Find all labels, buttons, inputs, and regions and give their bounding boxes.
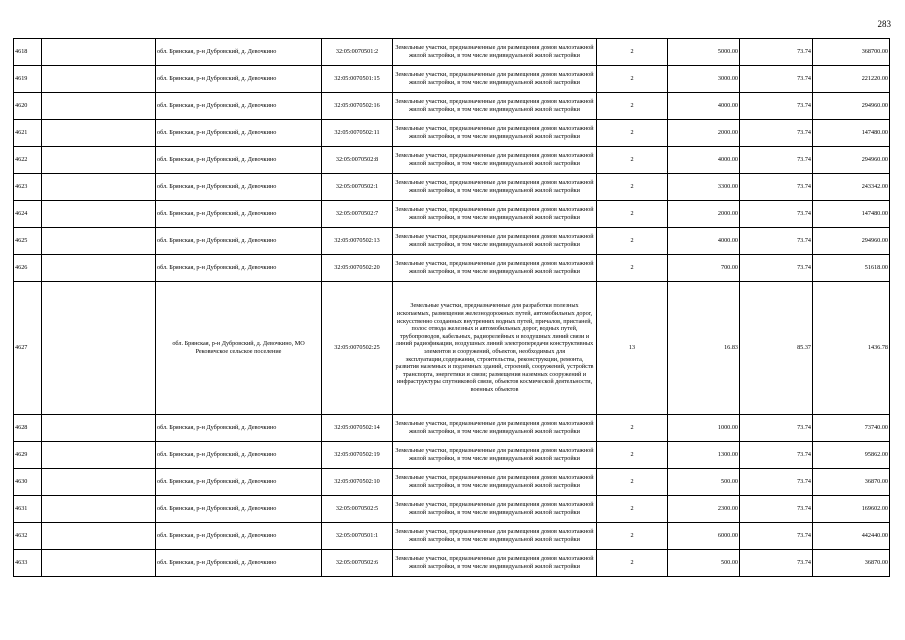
- area-cell: 2000.00: [668, 201, 740, 228]
- cadastral-value-cell: 294960.00: [813, 147, 890, 174]
- row-number-cell: 4629: [14, 442, 42, 469]
- address-cell: обл. Брянская, р-н Дубровский, д. Девочкино: [156, 415, 322, 442]
- unit-price-cell: 73.74: [740, 255, 813, 282]
- cadastral-value-cell: 147480.00: [813, 120, 890, 147]
- address-cell: обл. Брянская, р-н Дубровский, д. Девочкино: [156, 147, 322, 174]
- blank-cell: [42, 550, 156, 577]
- cadastral-value-cell: 51618.00: [813, 255, 890, 282]
- table-row: [14, 174, 890, 201]
- land-purpose-cell: Земельные участки, предназначенные для размещения домов малоэтажной жилой застройки, в том числе индивидуальной жилой застройки: [393, 550, 597, 577]
- area-cell: 4000.00: [668, 228, 740, 255]
- table-row: [14, 147, 890, 174]
- row-number-cell: 4622: [14, 147, 42, 174]
- area-cell: 4000.00: [668, 147, 740, 174]
- cadastral-number-cell: 32:05:0070502:7: [322, 201, 393, 228]
- table-row: [14, 66, 890, 93]
- cadastral-value-cell: 73740.00: [813, 415, 890, 442]
- unit-price-cell: 73.74: [740, 147, 813, 174]
- zone-group-cell: 2: [597, 550, 668, 577]
- area-cell: 500.00: [668, 550, 740, 577]
- land-purpose-cell: Земельные участки, предназначенные для размещения домов малоэтажной жилой застройки, в том числе индивидуальной жилой застройки: [393, 120, 597, 147]
- cadastral-value-cell: 221220.00: [813, 66, 890, 93]
- unit-price-cell: 73.74: [740, 174, 813, 201]
- blank-cell: [42, 282, 156, 415]
- cadastral-number-cell: 32:05:0070502:8: [322, 147, 393, 174]
- row-number-cell: 4626: [14, 255, 42, 282]
- area-cell: 1300.00: [668, 442, 740, 469]
- row-number-cell: 4623: [14, 174, 42, 201]
- land-purpose-cell: Земельные участки, предназначенные для размещения домов малоэтажной жилой застройки, в том числе индивидуальной жилой застройки: [393, 523, 597, 550]
- unit-price-cell: 73.74: [740, 66, 813, 93]
- table-row: [14, 39, 890, 66]
- zone-group-cell: 2: [597, 39, 668, 66]
- zone-group-cell: 2: [597, 442, 668, 469]
- cadastral-number-cell: 32:05:0070502:1: [322, 174, 393, 201]
- cadastral-number-cell: 32:05:0070502:14: [322, 415, 393, 442]
- blank-cell: [42, 442, 156, 469]
- cadastral-number-cell: 32:05:0070502:10: [322, 469, 393, 496]
- area-cell: 6000.00: [668, 523, 740, 550]
- unit-price-cell: 73.74: [740, 496, 813, 523]
- land-purpose-cell: Земельные участки, предназначенные для размещения домов малоэтажной жилой застройки, в том числе индивидуальной жилой застройки: [393, 66, 597, 93]
- land-purpose-cell: Земельные участки, предназначенные для размещения домов малоэтажной жилой застройки, в том числе индивидуальной жилой застройки: [393, 469, 597, 496]
- land-registry-table: [13, 38, 890, 577]
- blank-cell: [42, 415, 156, 442]
- address-cell: обл. Брянская, р-н Дубровский, д. Девочкино: [156, 442, 322, 469]
- zone-group-cell: 2: [597, 201, 668, 228]
- table-row: [14, 523, 890, 550]
- row-number-cell: 4628: [14, 415, 42, 442]
- row-number-cell: 4619: [14, 66, 42, 93]
- address-cell: обл. Брянская, р-н Дубровский, д. Девочкино: [156, 120, 322, 147]
- cadastral-value-cell: 36870.00: [813, 469, 890, 496]
- blank-cell: [42, 496, 156, 523]
- cadastral-number-cell: 32:05:0070502:6: [322, 550, 393, 577]
- blank-cell: [42, 255, 156, 282]
- zone-group-cell: 13: [597, 282, 668, 415]
- row-number-cell: 4632: [14, 523, 42, 550]
- zone-group-cell: 2: [597, 415, 668, 442]
- cadastral-number-cell: 32:05:0070502:5: [322, 496, 393, 523]
- area-cell: 1000.00: [668, 415, 740, 442]
- cadastral-number-cell: 32:05:0070502:16: [322, 93, 393, 120]
- cadastral-number-cell: 32:05:0070502:20: [322, 255, 393, 282]
- blank-cell: [42, 469, 156, 496]
- row-number-cell: 4624: [14, 201, 42, 228]
- row-number-cell: 4625: [14, 228, 42, 255]
- blank-cell: [42, 120, 156, 147]
- cadastral-number-cell: 32:05:0070501:2: [322, 39, 393, 66]
- unit-price-cell: 73.74: [740, 120, 813, 147]
- area-cell: 500.00: [668, 469, 740, 496]
- page-number: 283: [877, 19, 891, 29]
- blank-cell: [42, 66, 156, 93]
- table-row: [14, 469, 890, 496]
- land-purpose-cell: Земельные участки, предназначенные для разработки полезных ископаемых, размещения железнодорожных путей, автомобильных дорог, искусственно созданных внутренних водных путей, причалов, пристаней, полос отвода железных и автомобильных дорог, водных путей, трубопроводов, кабельных, радиорелейных и воздушных линий связи и линий радиофикации, воздушных линий электропередачи конструктивных элементов и сооружений, объектов, необходимых для эксплуатации,содержания, строительства, реконструкции, ремонта, развития наземных и подземных зданий, строений, сооружений, устройств транспорта, энергетики и связи; размещения наземных сооружений и инфраструктуры спутниковой связи, объектов космической деятельности, военных объектов: [393, 282, 597, 415]
- table-row: [14, 415, 890, 442]
- row-number-cell: 4621: [14, 120, 42, 147]
- row-number-cell: 4618: [14, 39, 42, 66]
- table-row: [14, 255, 890, 282]
- address-cell: обл. Брянская, р-н Дубровский, д. Девочкино: [156, 93, 322, 120]
- area-cell: 2000.00: [668, 120, 740, 147]
- unit-price-cell: 73.74: [740, 469, 813, 496]
- cadastral-value-cell: 442440.00: [813, 523, 890, 550]
- zone-group-cell: 2: [597, 228, 668, 255]
- blank-cell: [42, 523, 156, 550]
- row-number-cell: 4631: [14, 496, 42, 523]
- table-row: [14, 201, 890, 228]
- cadastral-value-cell: 294960.00: [813, 228, 890, 255]
- address-cell: обл. Брянская, р-н Дубровский, д. Девочкино: [156, 523, 322, 550]
- area-cell: 5000.00: [668, 39, 740, 66]
- unit-price-cell: 73.74: [740, 93, 813, 120]
- cadastral-value-cell: 294960.00: [813, 93, 890, 120]
- area-cell: 3300.00: [668, 174, 740, 201]
- address-cell: обл. Брянская, р-н Дубровский, д. Девочкино: [156, 255, 322, 282]
- row-number-cell: 4633: [14, 550, 42, 577]
- row-number-cell: 4627: [14, 282, 42, 415]
- area-cell: 700.00: [668, 255, 740, 282]
- table-row: [14, 228, 890, 255]
- land-purpose-cell: Земельные участки, предназначенные для размещения домов малоэтажной жилой застройки, в том числе индивидуальной жилой застройки: [393, 496, 597, 523]
- table-row: [14, 496, 890, 523]
- land-purpose-cell: Земельные участки, предназначенные для размещения домов малоэтажной жилой застройки, в том числе индивидуальной жилой застройки: [393, 93, 597, 120]
- unit-price-cell: 73.74: [740, 550, 813, 577]
- zone-group-cell: 2: [597, 120, 668, 147]
- blank-cell: [42, 201, 156, 228]
- unit-price-cell: 85.37: [740, 282, 813, 415]
- area-cell: 16.83: [668, 282, 740, 415]
- zone-group-cell: 2: [597, 469, 668, 496]
- cadastral-value-cell: 368700.00: [813, 39, 890, 66]
- cadastral-number-cell: 32:05:0070501:15: [322, 66, 393, 93]
- cadastral-number-cell: 32:05:0070502:13: [322, 228, 393, 255]
- table-row: [14, 550, 890, 577]
- blank-cell: [42, 228, 156, 255]
- address-cell: обл. Брянская, р-н Дубровский, д. Девочкино: [156, 174, 322, 201]
- land-purpose-cell: Земельные участки, предназначенные для размещения домов малоэтажной жилой застройки, в том числе индивидуальной жилой застройки: [393, 228, 597, 255]
- table-row: [14, 93, 890, 120]
- address-cell: обл. Брянская, р-н Дубровский, д. Девочкино: [156, 228, 322, 255]
- zone-group-cell: 2: [597, 496, 668, 523]
- row-number-cell: 4620: [14, 93, 42, 120]
- unit-price-cell: 73.74: [740, 523, 813, 550]
- cadastral-value-cell: 36870.00: [813, 550, 890, 577]
- area-cell: 2300.00: [668, 496, 740, 523]
- address-cell: обл. Брянская, р-н Дубровский, д. Девочкино: [156, 550, 322, 577]
- cadastral-number-cell: 32:05:0070502:19: [322, 442, 393, 469]
- table-row: [14, 442, 890, 469]
- land-purpose-cell: Земельные участки, предназначенные для размещения домов малоэтажной жилой застройки, в том числе индивидуальной жилой застройки: [393, 174, 597, 201]
- address-cell: обл. Брянская, р-н Дубровский, д. Девочкино, МО Рековичское сельское поселение: [156, 282, 322, 415]
- unit-price-cell: 73.74: [740, 442, 813, 469]
- unit-price-cell: 73.74: [740, 39, 813, 66]
- cadastral-value-cell: 147480.00: [813, 201, 890, 228]
- cadastral-number-cell: 32:05:0070502:11: [322, 120, 393, 147]
- table-row: [14, 120, 890, 147]
- address-cell: обл. Брянская, р-н Дубровский, д. Девочкино: [156, 201, 322, 228]
- blank-cell: [42, 93, 156, 120]
- row-number-cell: 4630: [14, 469, 42, 496]
- address-cell: обл. Брянская, р-н Дубровский, д. Девочкино: [156, 66, 322, 93]
- address-cell: обл. Брянская, р-н Дубровский, д. Девочкино: [156, 496, 322, 523]
- cadastral-number-cell: 32:05:0070502:25: [322, 282, 393, 415]
- land-purpose-cell: Земельные участки, предназначенные для размещения домов малоэтажной жилой застройки, в том числе индивидуальной жилой застройки: [393, 201, 597, 228]
- cadastral-number-cell: 32:05:0070501:1: [322, 523, 393, 550]
- area-cell: 3000.00: [668, 66, 740, 93]
- unit-price-cell: 73.74: [740, 201, 813, 228]
- cadastral-value-cell: 95862.00: [813, 442, 890, 469]
- land-purpose-cell: Земельные участки, предназначенные для размещения домов малоэтажной жилой застройки, в том числе индивидуальной жилой застройки: [393, 255, 597, 282]
- address-cell: обл. Брянская, р-н Дубровский, д. Девочкино: [156, 39, 322, 66]
- table-row: [14, 282, 890, 415]
- zone-group-cell: 2: [597, 523, 668, 550]
- land-purpose-cell: Земельные участки, предназначенные для размещения домов малоэтажной жилой застройки, в том числе индивидуальной жилой застройки: [393, 415, 597, 442]
- blank-cell: [42, 147, 156, 174]
- area-cell: 4000.00: [668, 93, 740, 120]
- land-purpose-cell: Земельные участки, предназначенные для размещения домов малоэтажной жилой застройки, в том числе индивидуальной жилой застройки: [393, 147, 597, 174]
- land-purpose-cell: Земельные участки, предназначенные для размещения домов малоэтажной жилой застройки, в том числе индивидуальной жилой застройки: [393, 39, 597, 66]
- cadastral-value-cell: 169602.00: [813, 496, 890, 523]
- zone-group-cell: 2: [597, 174, 668, 201]
- blank-cell: [42, 174, 156, 201]
- zone-group-cell: 2: [597, 255, 668, 282]
- cadastral-value-cell: 243342.00: [813, 174, 890, 201]
- unit-price-cell: 73.74: [740, 415, 813, 442]
- zone-group-cell: 2: [597, 66, 668, 93]
- zone-group-cell: 2: [597, 147, 668, 174]
- zone-group-cell: 2: [597, 93, 668, 120]
- unit-price-cell: 73.74: [740, 228, 813, 255]
- cadastral-value-cell: 1436.78: [813, 282, 890, 415]
- land-purpose-cell: Земельные участки, предназначенные для размещения домов малоэтажной жилой застройки, в том числе индивидуальной жилой застройки: [393, 442, 597, 469]
- address-cell: обл. Брянская, р-н Дубровский, д. Девочкино: [156, 469, 322, 496]
- blank-cell: [42, 39, 156, 66]
